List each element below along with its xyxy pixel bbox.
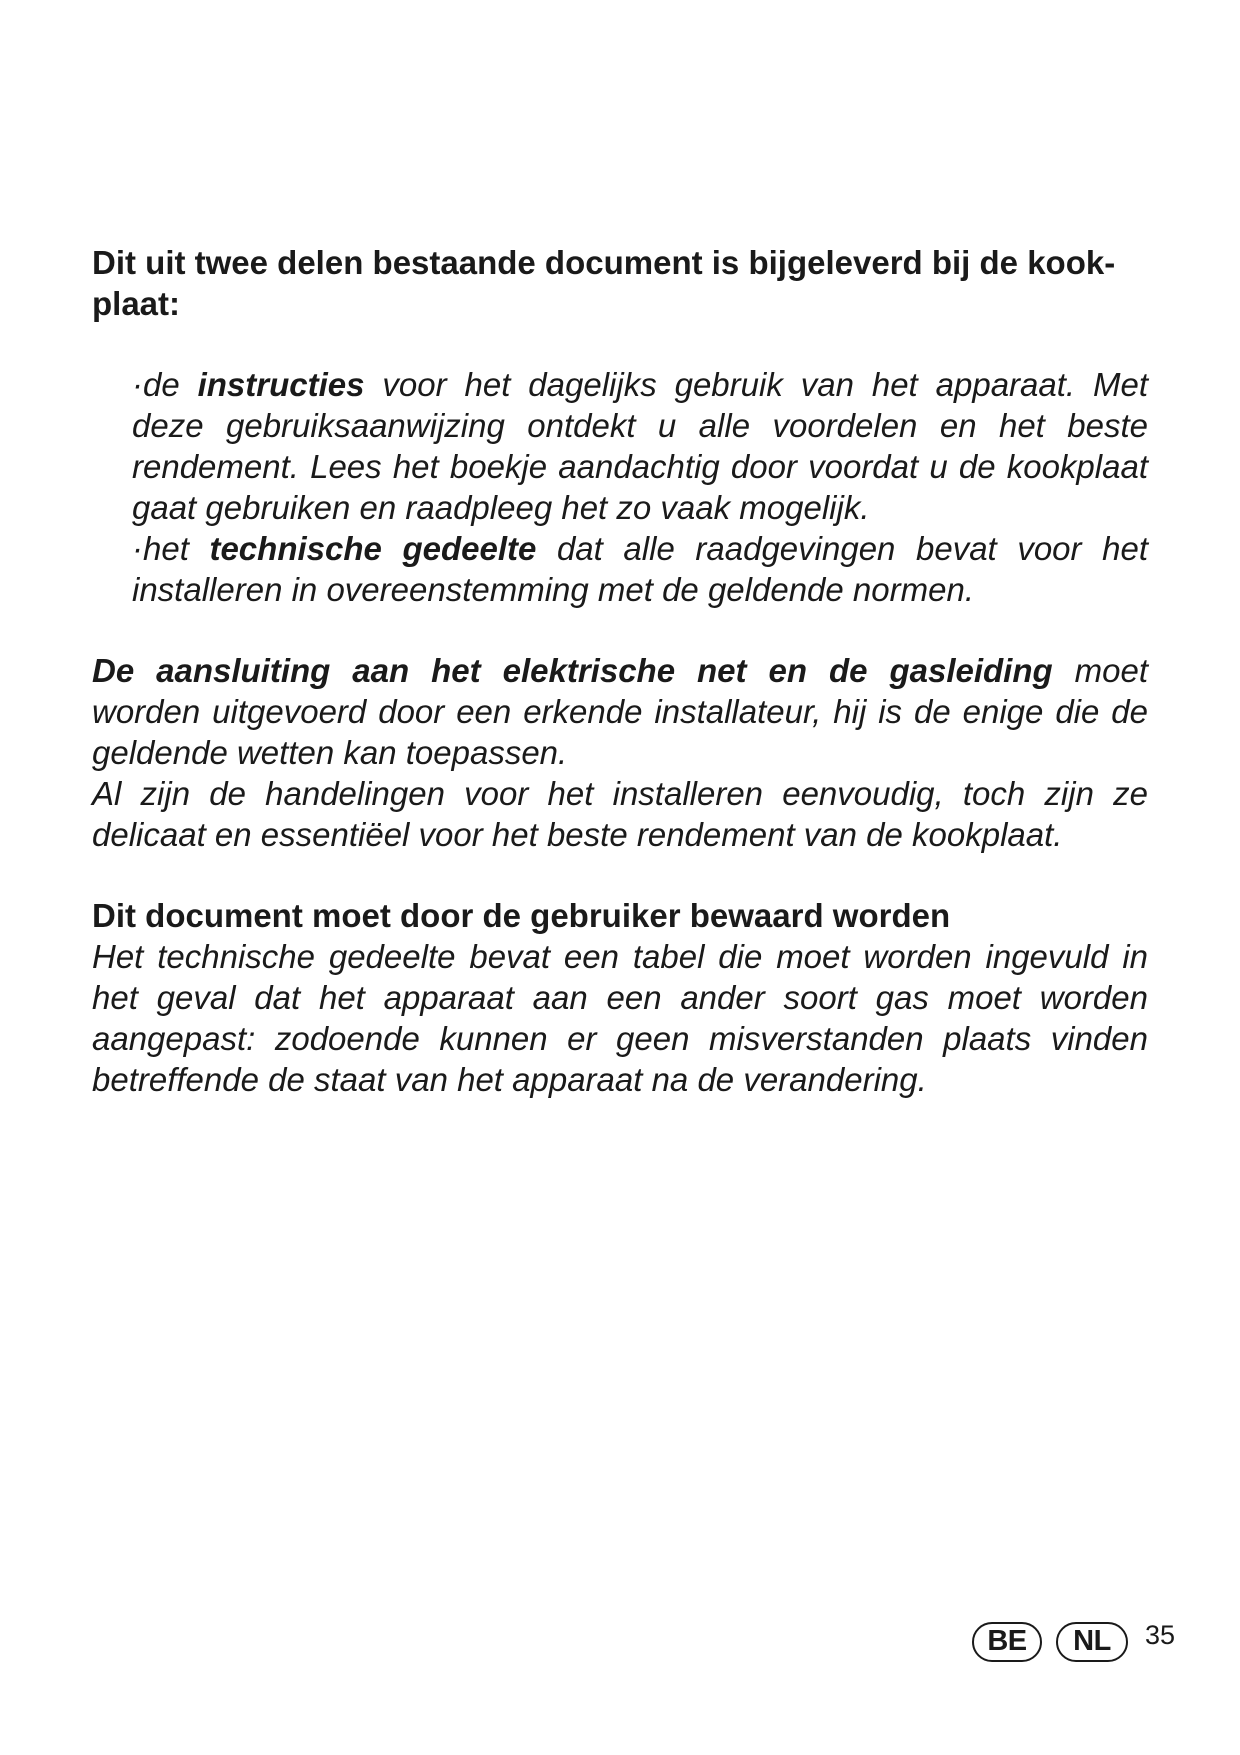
list-item-prefix: ·het — [132, 530, 210, 567]
page-footer — [972, 1620, 1192, 1668]
keep-paragraph: Het technische gedeelte bevat een tabel die moet worden ingevuld in het geval dat het apparaat aan een ander soort gas moet worden aangepast: zodoende kunnen er geen misverstanden plaats vinden betreffende de staat van het apparaat na de verandering. — [92, 938, 1148, 1098]
document-body — [92, 242, 1148, 1100]
connection-text: moet worden uitgevoerd door een erkende installateur, hij is de enige die de geldende wetten kan toepassen. — [92, 652, 1148, 771]
connection-section — [92, 650, 1148, 855]
connection-paragraph-2: Al zijn de handelingen voor het installeren eenvoudig, toch zijn ze delicaat en essentiëel voor het beste rendement van de kookplaat. — [92, 775, 1148, 853]
list-item-instructions — [132, 364, 1148, 528]
list-item-keyword: technische gedeelte — [209, 530, 537, 567]
list-item-technical — [132, 528, 1148, 610]
list-item-text: voor het dagelijks gebruik van het apparaat. Met deze gebruiksaanwijzing ontdekt u alle voordelen en het beste rendement. Lees het boekje aandachtig door voordat u de kookplaat gaat gebruiken en raadpleeg het zo vaak mogelijk. — [132, 366, 1148, 526]
intro-heading: Dit uit twee delen bestaande document is bijgeleverd bij de kook-plaat: — [92, 244, 1116, 322]
country-badge-nl: NL — [1056, 1622, 1128, 1662]
keep-section — [92, 895, 1148, 1100]
list-item-text: dat alle raadgevingen bevat voor het installeren in overeenstemming met de geldende normen. — [132, 530, 1148, 608]
connection-paragraph — [92, 650, 1148, 773]
country-badge-be: BE — [972, 1622, 1042, 1662]
list-item-keyword: instructies — [197, 366, 365, 403]
contents-list — [132, 364, 1148, 610]
connection-emphasis: De aansluiting aan het elektrische net en de gasleiding — [92, 652, 1053, 689]
list-item-prefix: ·de — [132, 366, 198, 403]
keep-heading: Dit document moet door de gebruiker bewaard worden — [92, 897, 951, 934]
page-number: 35 — [1145, 1620, 1176, 1650]
